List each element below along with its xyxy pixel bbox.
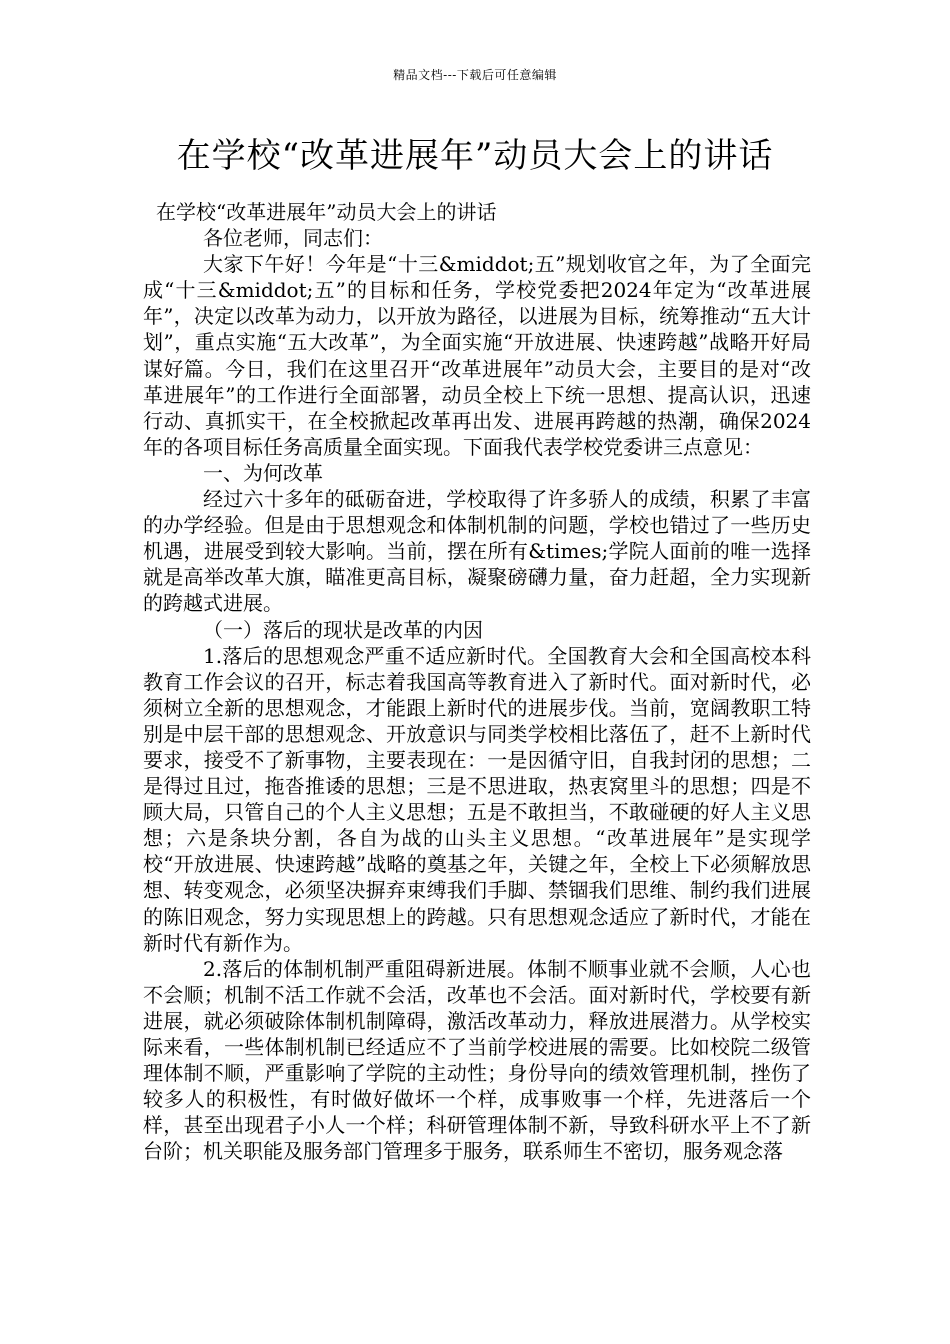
subtitle-paragraph: 在学校“改革进展年”动员大会上的讲话	[156, 200, 497, 224]
greeting-paragraph: 各位老师，同志们：	[203, 226, 383, 251]
body-paragraph: 大家下午好！今年是“十三&middot;五”规划收官之年，为了全面完成“十三&middot;五”的目标和任务，学校党委把2024年定为“改革进展年”，决定以改革为动力，以开放为路径，以进展为目标，统筹推动“五大计划”，重点实施“五大改革”，为全面实施“开放进展、快速跨越”战略开好局谋好篇。今日，我们在这里召开“改革进展年”动员大会，主要目的是对“改革进展年”的工作进行全面部署，动员全校上下统一思想、提高认识，迅速行动、真抓实干，在全校掀起改革再出发、进展再跨越的热潮，确保2024年的各项目标任务高质量全面实现。下面我代表学校党委讲三点意见：	[143, 252, 811, 459]
header-note: 精品文档---下载后可任意编辑	[393, 68, 557, 82]
body-paragraph: 2.落后的体制机制严重阻碍新进展。体制不顺事业就不会顺，人心也不会顺；机制不活工作就不会活，改革也不会活。面对新时代，学校要有新进展，就必须破除体制机制障碍，激活改革动力，释放进展潜力。从学校实际来看，一些体制机制已经适应不了当前学校进展的需要。比如校院二级管理体制不顺，严重影响了学院的主动性；身份导向的绩效管理机制，挫伤了较多人的积极性，有时做好做坏一个样，成事败事一个样，先进落后一个样，甚至出现君子小人一个样；科研管理体制不新，导致科研水平上不了新台阶；机关职能及服务部门管理多于服务，联系师生不密切，服务观念落	[143, 956, 811, 1164]
body-paragraph: 1.落后的思想观念严重不适应新时代。全国教育大会和全国高校本科教育工作会议的召开，标志着我国高等教育进入了新时代。面对新时代，必须树立全新的思想观念，才能跟上新时代的进展步伐。当前，宽阔教职工特别是中层干部的思想观念、开放意识与同类学校相比落伍了，赶不上新时代要求，接受不了新事物，主要表现在：一是因循守旧，自我封闭的思想；二是得过且过，拖沓推诿的思想；三是不思进取，热衷窝里斗的思想；四是不顾大局，只管自己的个人主义思想；五是不敢担当，不敢碰硬的好人主义思想；六是条块分割，各自为战的山头主义思想。“改革进展年”是实现学校“开放进展、快速跨越”战略的奠基之年，关键之年，全校上下必须解放思想、转变观念，必须坚决摒弃束缚我们手脚、禁锢我们思维、制约我们进展的陈旧观念，努力实现思想上的跨越。只有思想观念适应了新时代，才能在新时代有新作为。	[143, 643, 811, 955]
section-heading: 一、为何改革	[203, 460, 323, 485]
document-body	[143, 199, 811, 1164]
subsection-heading: （一）落后的现状是改革的内因	[203, 617, 483, 642]
body-paragraph: 经过六十多年的砥砺奋进，学校取得了许多骄人的成绩，积累了丰富的办学经验。但是由于思想观念和体制机制的问题，学校也错过了一些历史机遇，进展受到较大影响。当前，摆在所有&times;学院人面前的唯一选择就是高举改革大旗，瞄准更高目标，凝聚磅礴力量，奋力赶超，全力实现新的跨越式进展。	[143, 487, 811, 616]
document-title: 在学校“改革进展年”动员大会上的讲话	[176, 136, 774, 176]
